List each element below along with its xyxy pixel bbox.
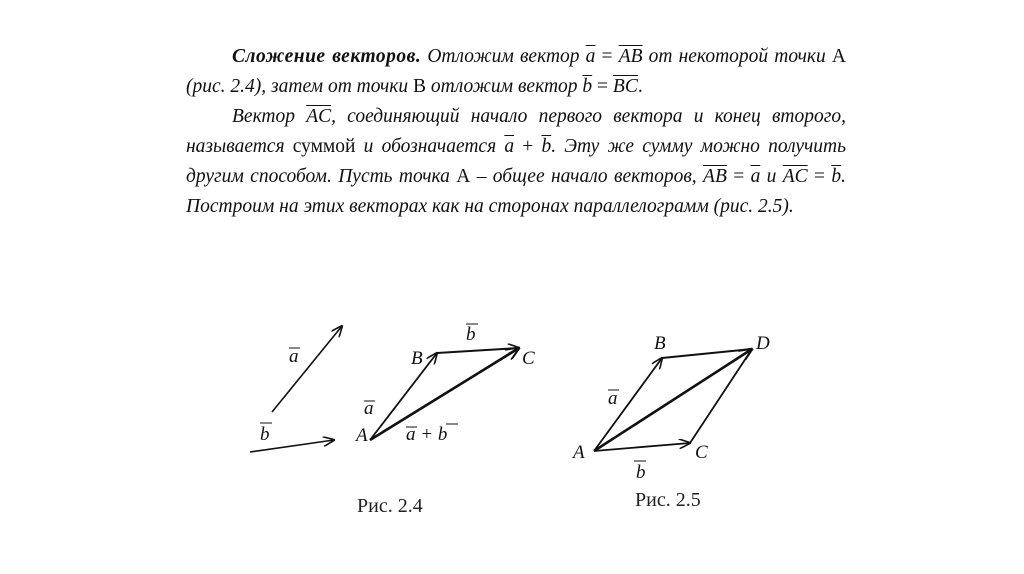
- text-span: , соединяющий начало первого вектора и конец второго, называется: [186, 106, 846, 157]
- label-b: b: [636, 462, 646, 483]
- vector-symbol: $\overline{a}$: [504, 136, 515, 157]
- label-a: a: [289, 346, 299, 367]
- vector-AD-sum: [594, 349, 752, 451]
- text-span: (рис. 2.4), затем от точки: [186, 76, 414, 97]
- point-A: A: [573, 442, 585, 463]
- vector-symbol: $\overline{AC}$: [306, 106, 332, 127]
- caption-2-4: Рис. 2.4: [357, 495, 423, 517]
- text-span: .: [637, 76, 643, 97]
- vector-symbol: $\overline{a}$: [750, 166, 761, 187]
- point-C: C: [522, 348, 535, 369]
- text-span: – общее начало векторов,: [470, 166, 704, 187]
- vector-AB: [594, 358, 662, 451]
- vector-symbol: $\overline{b}$: [582, 76, 593, 97]
- caption-2-5: Рис. 2.5: [635, 489, 701, 511]
- label-b-top: b: [466, 324, 476, 345]
- text-span: Вектор: [232, 106, 307, 127]
- figure-2-5: [571, 333, 770, 511]
- vector-symbol: $\overline{b}$: [831, 166, 842, 187]
- vector-symbol: $\overline{AB}$: [618, 46, 643, 67]
- vector-symbol: $\overline{b}$: [541, 136, 552, 157]
- vector-BC: [437, 348, 519, 353]
- vector-symbol: $\overline{AC}$: [782, 166, 808, 187]
- text-span: и: [760, 166, 783, 187]
- text-span: =: [807, 166, 832, 187]
- text-span: . Эту же сумму можно получить другим способом. Пусть точка: [186, 136, 846, 187]
- side-CD: [690, 349, 752, 443]
- section-title: Сложение векторов.: [232, 46, 422, 67]
- label-b: b: [260, 424, 270, 445]
- point-A: A: [356, 425, 368, 446]
- label-a: a: [608, 388, 618, 409]
- text-span: . Построим на этих векторах как на сторонах параллелограмм (рис. 2.5).: [186, 166, 847, 217]
- text-span: и обозначается: [355, 136, 505, 157]
- point-name: A: [831, 46, 847, 67]
- text-span: отложим вектор: [426, 76, 583, 97]
- point-name: B: [413, 76, 427, 97]
- figure-2-4: [250, 324, 535, 517]
- vector-symbol: $\overline{a}$: [585, 46, 596, 67]
- term-sum: суммой: [292, 136, 356, 157]
- point-C: C: [695, 442, 708, 463]
- point-B: B: [411, 348, 423, 369]
- point-name: A: [456, 166, 471, 187]
- label-sum: a + b: [406, 424, 448, 445]
- vector-AC: [594, 443, 690, 451]
- vector-a-free: [272, 326, 342, 412]
- text-span: =: [726, 166, 751, 187]
- text-span: =: [592, 76, 613, 97]
- vector-symbol: $\overline{AB}$: [703, 166, 727, 187]
- text-span: Отложим вектор: [421, 46, 586, 67]
- text-span: =: [595, 46, 619, 67]
- point-D: D: [756, 333, 770, 354]
- vector-symbol: $\overline{BC}$: [612, 76, 638, 97]
- text-span: от некоторой точки: [642, 46, 832, 67]
- label-a-side: a: [364, 398, 374, 419]
- text-span: +: [514, 136, 542, 157]
- point-B: B: [654, 333, 666, 354]
